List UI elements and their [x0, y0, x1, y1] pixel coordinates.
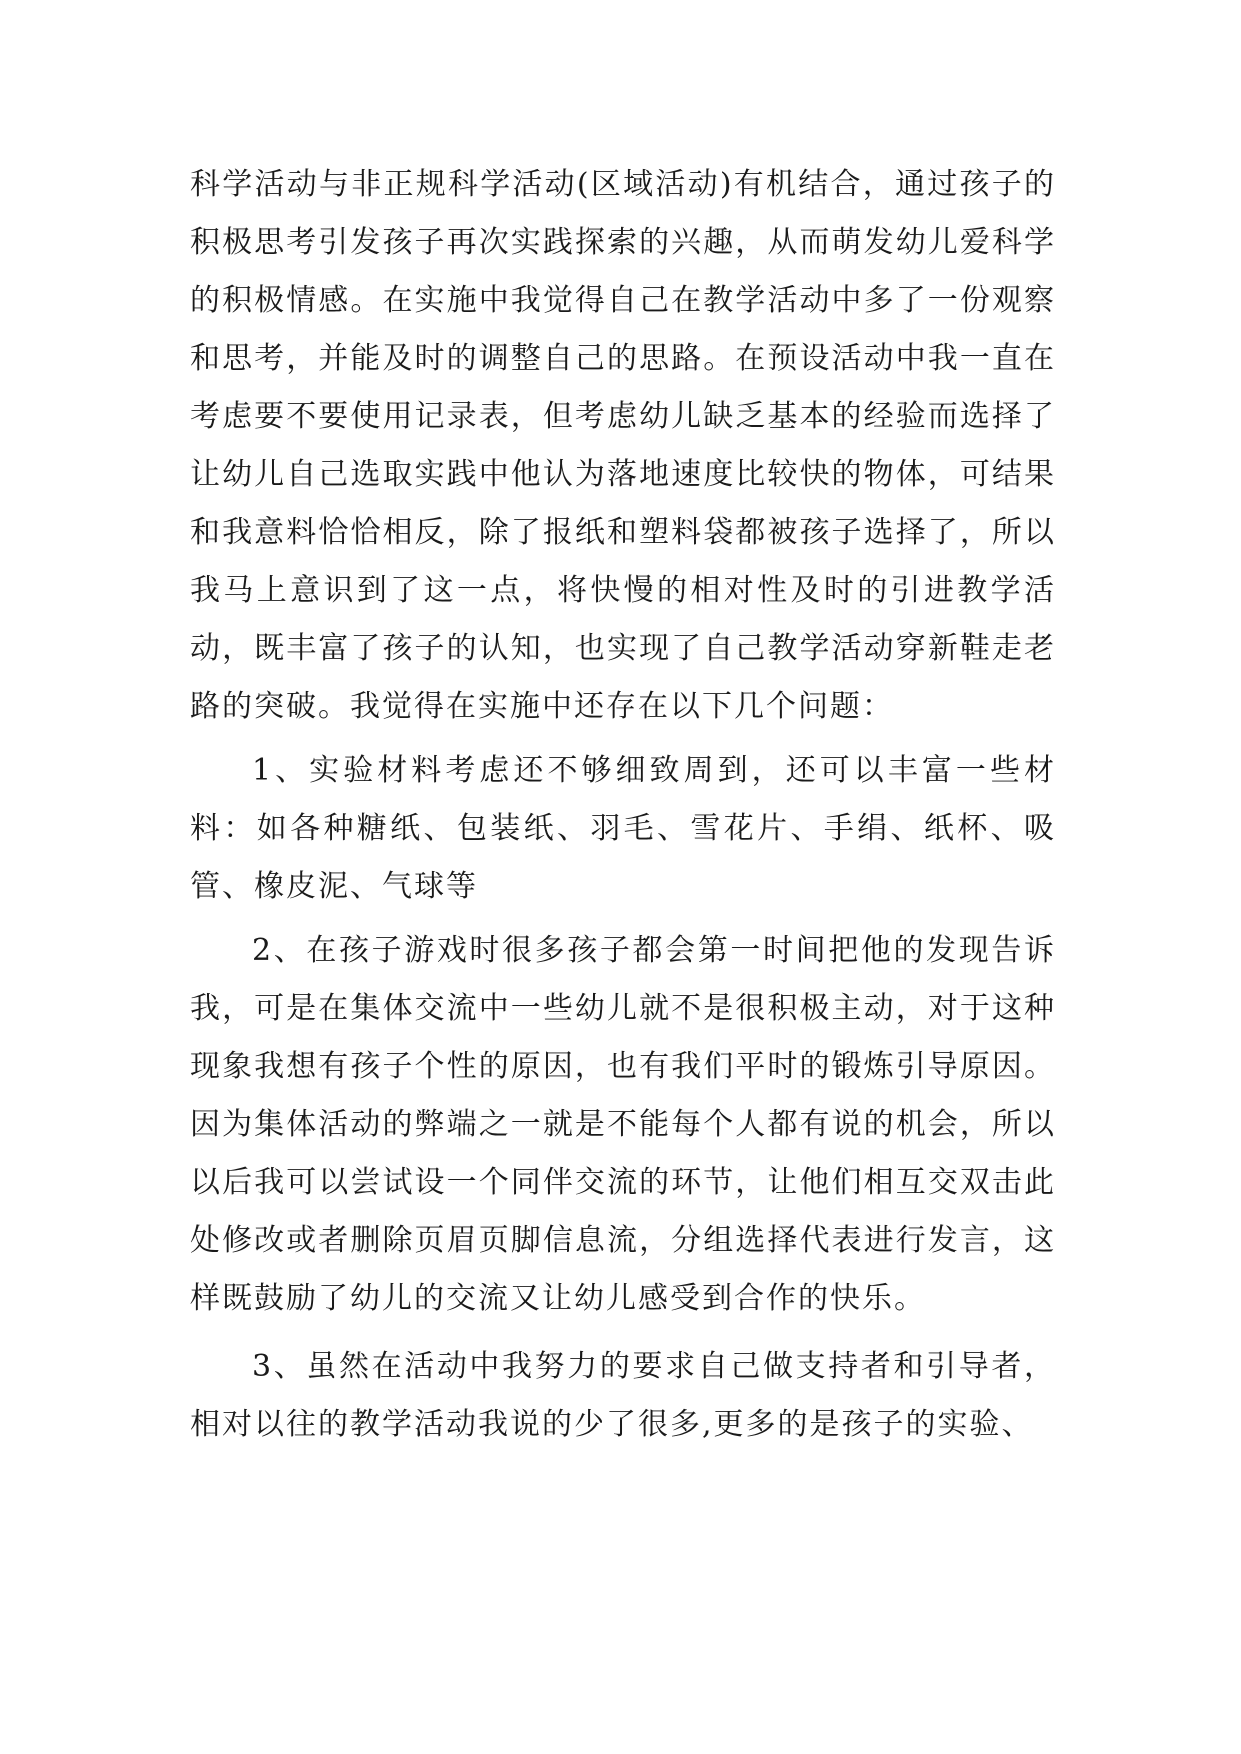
paragraph-item-1: 1、实验材料考虑还不够细致周到，还可以丰富一些材料：如各种糖纸、包装纸、羽毛、雪花片、手绢、纸杯、吸管、橡皮泥、气球等 [190, 753, 1056, 904]
document-body [190, 156, 1056, 1454]
paragraph-item-3: 3、虽然在活动中我努力的要求自己做支持者和引导者，相对以往的教学活动我说的少了很多,更多的是孩子的实验、 [190, 1349, 1056, 1442]
paragraph-intro: 科学活动与非正规科学活动(区域活动)有机结合，通过孩子的积极思考引发孩子再次实践探索的兴趣，从而萌发幼儿爱科学的积极情感。在实施中我觉得自己在教学活动中多了一份观察和思考，并能及时的调整自己的思路。在预设活动中我一直在考虑要不要使用记录表，但考虑幼儿缺乏基本的经验而选择了让幼儿自己选取实践中他认为落地速度比较快的物体，可结果和我意料恰恰相反，除了报纸和塑料袋都被孩子选择了，所以我马上意识到了这一点，将快慢的相对性及时的引进教学活动，既丰富了孩子的认知，也实现了自己教学活动穿新鞋走老路的突破。我觉得在实施中还存在以下几个问题： [190, 167, 1056, 724]
paragraph-item-2: 2、在孩子游戏时很多孩子都会第一时间把他的发现告诉我，可是在集体交流中一些幼儿就不是很积极主动，对于这种现象我想有孩子个性的原因，也有我们平时的锻炼引导原因。因为集体活动的弊端之一就是不能每个人都有说的机会，所以以后我可以尝试设一个同伴交流的环节，让他们相互交双击此处修改或者删除页眉页脚信息流，分组选择代表进行发言，这样既鼓励了幼儿的交流又让幼儿感受到合作的快乐。 [190, 933, 1056, 1316]
